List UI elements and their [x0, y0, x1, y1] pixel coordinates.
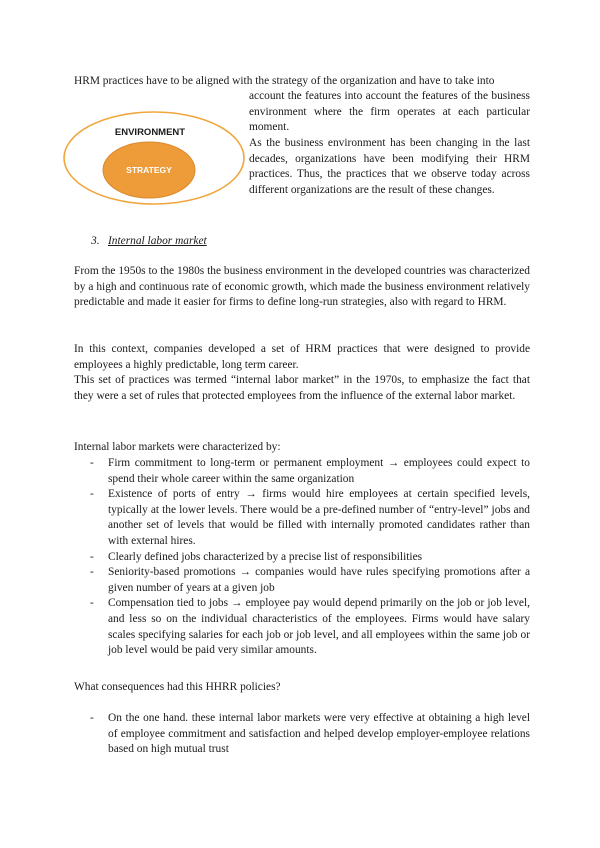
section-heading — [91, 234, 207, 250]
dash-bullet: - — [90, 457, 94, 469]
list-item-text: Firm commitment to long-term or permanent employment → employees could expect to spend their whole career within the same organization — [108, 457, 530, 485]
list-item-text: Existence of ports of entry → firms would hire employees at certain specified levels, typically at the lower levels. There would be a pre-defined number of “entry-level” jobs and another set of levels that would be filled with internally promoted candidates rather than with external hires. — [108, 488, 530, 547]
strategy-label: STRATEGY — [126, 165, 172, 175]
intro-first-line: HRM practices have to be aligned with the strategy of the organization and have to take into — [74, 75, 495, 87]
dash-bullet: - — [90, 712, 94, 724]
list-item — [74, 456, 530, 487]
list-item — [74, 565, 530, 596]
list-item-text: Compensation tied to jobs → employee pay would depend primarily on the job or job level, and less so on the individual characteristics of the employees. Firms would have salary scales specifying salaries for each job or job level, and all employees within the same job or job level would be paid very similar amounts. — [108, 597, 530, 657]
list-item — [74, 550, 530, 566]
list-item-text: Seniority-based promotions → companies would have rules specifying promotions after a given number of years at a given job — [108, 566, 530, 594]
list-item-text: Clearly defined jobs characterized by a precise list of responsibilities — [108, 550, 423, 563]
dash-bullet: - — [90, 597, 94, 610]
consequences-list — [74, 711, 530, 758]
section-number: 3. — [91, 235, 100, 247]
section-title: Internal labor market — [108, 235, 207, 247]
characteristics-list — [74, 456, 530, 659]
dash-bullet: - — [90, 488, 94, 501]
paragraph-characterized: Internal labor markets were characterized by: — [74, 441, 281, 453]
consequences-question: What consequences had this HHRR policies? — [74, 681, 281, 693]
dash-bullet: - — [90, 566, 94, 579]
list-item — [74, 596, 530, 658]
list-item — [74, 711, 530, 758]
environment-strategy-diagram — [62, 108, 246, 208]
list-item — [74, 487, 530, 549]
paragraph-growth: From the 1950s to the 1980s the business environment in the developed countries was characterized by a high and continuous rate of economic growth, which made the business environment relatively predictable and made it easier for firms to define long-run strategies, also with regard to HRM. — [74, 265, 530, 309]
intro-continuation: account the features into account the features of the business environment where the firm operates at each particular moment. — [249, 90, 530, 134]
paragraph-term: This set of practices was termed “internal labor market” in the 1970s, to emphasize the fact that they were a set of rules that protected employees from the influence of the external labor market. — [74, 374, 530, 402]
business-environment-paragraph: As the business environment has been changing in the last decades, organizations have been modifying their HRM practices. Thus, the practices that we observe today across different organizations are the result of these changes. — [249, 137, 530, 196]
dash-bullet: - — [90, 550, 94, 563]
environment-label: ENVIRONMENT — [114, 127, 186, 138]
list-item-text: On the one hand. these internal labor markets were very effective at obtaining a high level of employee commitment and satisfaction and helped develop employer-employee relations based on high mutual trust — [108, 712, 530, 756]
paragraph-context: In this context, companies developed a set of HRM practices that were designed to provide employees a highly predictable, long term career. — [74, 343, 530, 371]
